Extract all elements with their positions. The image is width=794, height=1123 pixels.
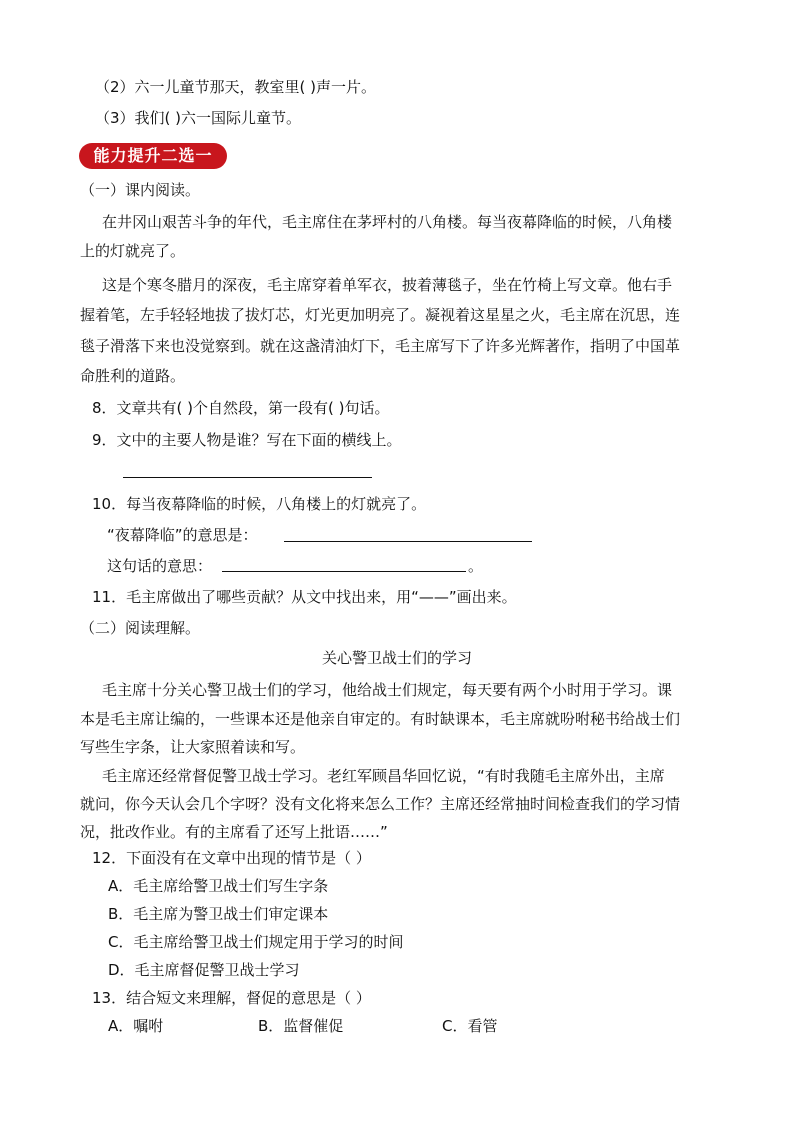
- part1-passage-line-6: 命胜利的道路。: [80, 367, 186, 385]
- question-12-option-c[interactable]: C．毛主席给警卫战士们规定用于学习的时间: [108, 933, 404, 951]
- question-8: 8．文章共有( )个自然段，第一段有( )句话。: [92, 399, 390, 417]
- answer-line-10a[interactable]: [284, 541, 532, 542]
- question-13: 13．结合短文来理解，督促的意思是（ ）: [92, 989, 371, 1007]
- question-13-option-b[interactable]: B．监督催促: [258, 1017, 344, 1035]
- question-2: （2）六一儿童节那天，教室里( )声一片。: [95, 78, 377, 96]
- part1-passage-line-5: 毯子滑落下来也没觉察到。就在这盏清油灯下，毛主席写下了许多光辉著作，指明了中国革: [80, 337, 681, 355]
- question-13-option-a[interactable]: A．嘱咐: [108, 1017, 164, 1035]
- part1-passage-line-4: 握着笔，左手轻轻地拔了拔灯芯，灯光更加明亮了。凝视着这星星之火，毛主席在沉思，连: [80, 306, 681, 324]
- part2-heading: （二）阅读理解。: [80, 619, 201, 637]
- section-badge: 能力提升二选一: [79, 143, 227, 169]
- question-12-option-b[interactable]: B．毛主席为警卫战士们审定课本: [108, 905, 329, 923]
- question-9: 9．文中的主要人物是谁？写在下面的横线上。: [92, 431, 402, 449]
- question-10b-end: 。: [468, 557, 484, 575]
- article-title: 关心警卫战士们的学习: [321, 649, 472, 667]
- part1-passage-line-2: 上的灯就亮了。: [80, 242, 186, 260]
- part1-passage-line-3: 这是个寒冬腊月的深夜，毛主席穿着单军衣，披着薄毯子，坐在竹椅上写文章。他右手: [102, 276, 673, 294]
- question-3: （3）我们( )六一国际儿童节。: [95, 109, 302, 127]
- question-10b-label: 这句话的意思：: [107, 557, 213, 575]
- question-12-option-a[interactable]: A．毛主席给警卫战士们写生字条: [108, 877, 329, 895]
- question-13-option-c[interactable]: C．看管: [442, 1017, 498, 1035]
- part2-passage-line-2: 本是毛主席让编的，一些课本还是他亲自审定的。有时缺课本，毛主席就吩咐秘书给战士们: [80, 710, 681, 728]
- question-11: 11．毛主席做出了哪些贡献？从文中找出来，用“——”画出来。: [92, 588, 517, 606]
- part2-passage-line-3: 写些生字条，让大家照着读和写。: [80, 738, 306, 756]
- question-12: 12．下面没有在文章中出现的情节是（ ）: [92, 849, 371, 867]
- part2-passage-line-1: 毛主席十分关心警卫战士们的学习，他给战士们规定，每天要有两个小时用于学习。课: [102, 681, 673, 699]
- answer-line-10b[interactable]: [222, 571, 466, 572]
- part2-passage-line-5: 就问，你今天认会几个字呀？没有文化将来怎么工作？主席还经常抽时间检查我们的学习情: [80, 795, 681, 813]
- part1-passage-line-1: 在井冈山艰苦斗争的年代，毛主席住在茅坪村的八角楼。每当夜幕降临的时候，八角楼: [102, 213, 673, 231]
- question-10: 10．每当夜幕降临的时候，八角楼上的灯就亮了。: [92, 495, 427, 513]
- part2-passage-line-6: 况，批改作业。有的主席看了还写上批语……”: [80, 823, 388, 841]
- part1-heading: （一）课内阅读。: [80, 181, 201, 199]
- answer-line-9[interactable]: [123, 477, 372, 478]
- question-10a-label: “夜幕降临”的意思是：: [107, 526, 258, 544]
- question-12-option-d[interactable]: D．毛主席督促警卫战士学习: [108, 961, 300, 979]
- part2-passage-line-4: 毛主席还经常督促警卫战士学习。老红军顾昌华回忆说，“有时我随毛主席外出，主席: [102, 767, 665, 785]
